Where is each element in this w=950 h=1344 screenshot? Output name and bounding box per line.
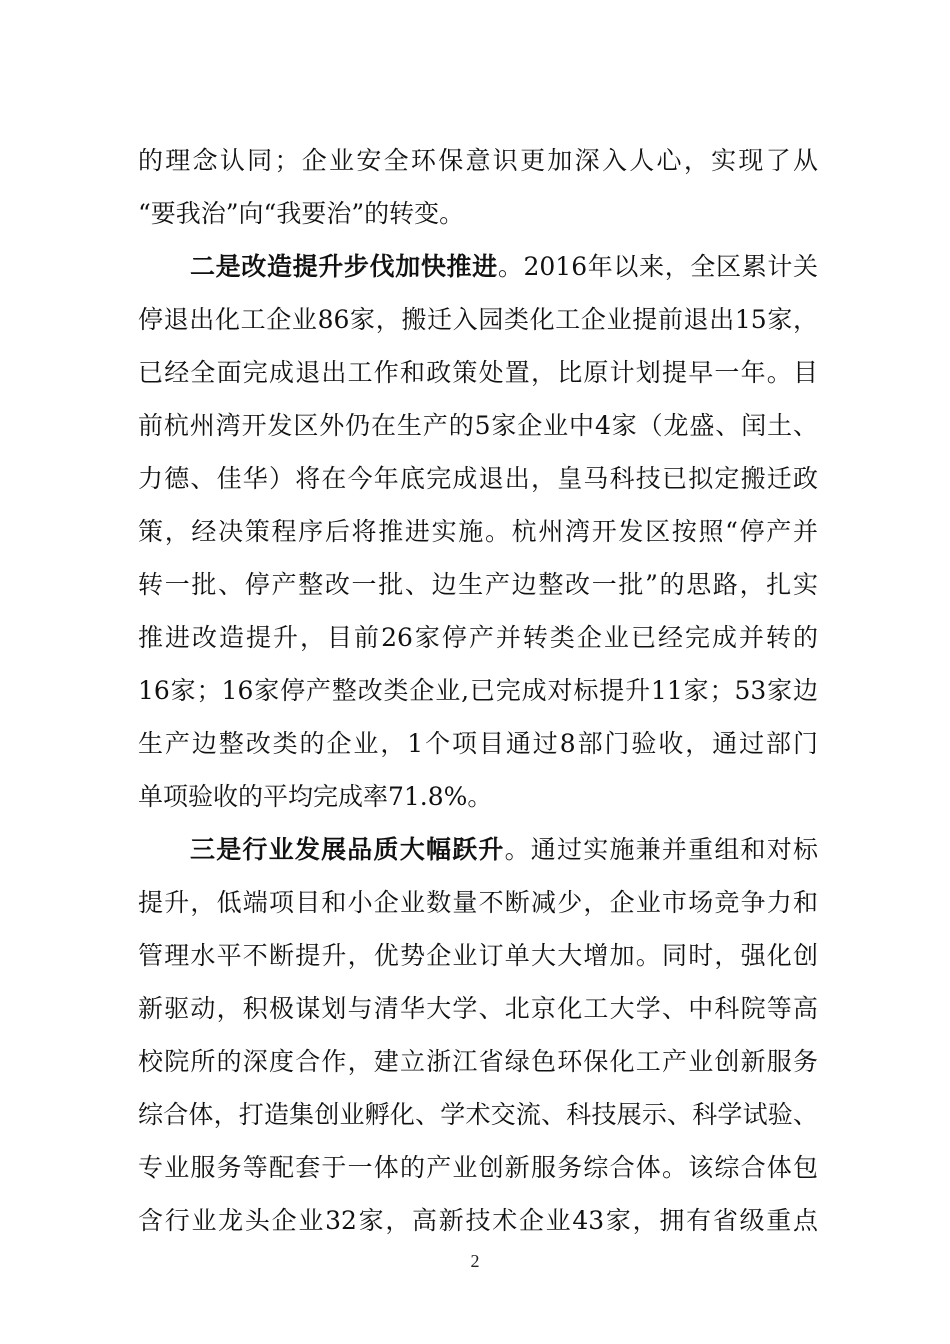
paragraph-line: 生产边整改类的企业，1个项目通过8部门验收，通过部门 <box>138 729 818 758</box>
paragraph-heading: 二是改造提升步伐加快推进 <box>190 252 498 281</box>
paragraph-line: 转一批、停产整改一批、边生产边整改一批”的思路，扎实 <box>138 570 818 599</box>
paragraph-line: “要我治”向“我要治”的转变。 <box>138 199 465 228</box>
paragraph-line: 含行业龙头企业32家，高新技术企业43家，拥有省级重点 <box>138 1206 818 1235</box>
paragraph-line: 16家；16家停产整改类企业,已完成对标提升11家；53家边 <box>138 676 818 705</box>
paragraph-first-line <box>190 835 818 865</box>
paragraph-line: 专业服务等配套于一体的产业创新服务综合体。该综合体包 <box>138 1153 818 1182</box>
paragraph-line: 管理水平不断提升，优势企业订单大大增加。同时，强化创 <box>138 941 818 970</box>
paragraph-line: 校院所的深度合作，建立浙江省绿色环保化工产业创新服务 <box>138 1047 818 1076</box>
paragraph-heading: 三是行业发展品质大幅跃升 <box>190 835 505 864</box>
paragraph-line: 前杭州湾开发区外仍在生产的5家企业中4家（龙盛、闰土、 <box>138 411 818 440</box>
paragraph-line: 推进改造提升，目前26家停产并转类企业已经完成并转的 <box>138 623 818 652</box>
paragraph-line: 综合体，打造集创业孵化、学术交流、科技展示、科学试验、 <box>138 1100 818 1129</box>
paragraph-text: 。2016年以来，全区累计关 <box>497 252 818 281</box>
paragraph-text: 。通过实施兼并重组和对标 <box>504 835 818 864</box>
paragraph-line: 提升，低端项目和小企业数量不断减少，企业市场竞争力和 <box>138 888 818 917</box>
paragraph-line: 单项验收的平均完成率71.8%。 <box>138 782 493 811</box>
paragraph-line: 的理念认同；企业安全环保意识更加深入人心，实现了从 <box>138 146 818 175</box>
paragraph-line: 力德、佳华）将在今年底完成退出，皇马科技已拟定搬迁政 <box>138 464 818 493</box>
paragraph-line: 策，经决策程序后将推进实施。杭州湾开发区按照“停产并 <box>138 517 818 546</box>
page-number: 2 <box>470 1251 480 1271</box>
paragraph-line: 新驱动，积极谋划与清华大学、北京化工大学、中科院等高 <box>138 994 818 1023</box>
paragraph-first-line <box>190 252 818 282</box>
paragraph-line: 停退出化工企业86家，搬迁入园类化工企业提前退出15家， <box>138 305 818 334</box>
paragraph-line: 已经全面完成退出工作和政策处置，比原计划提早一年。目 <box>138 358 818 387</box>
